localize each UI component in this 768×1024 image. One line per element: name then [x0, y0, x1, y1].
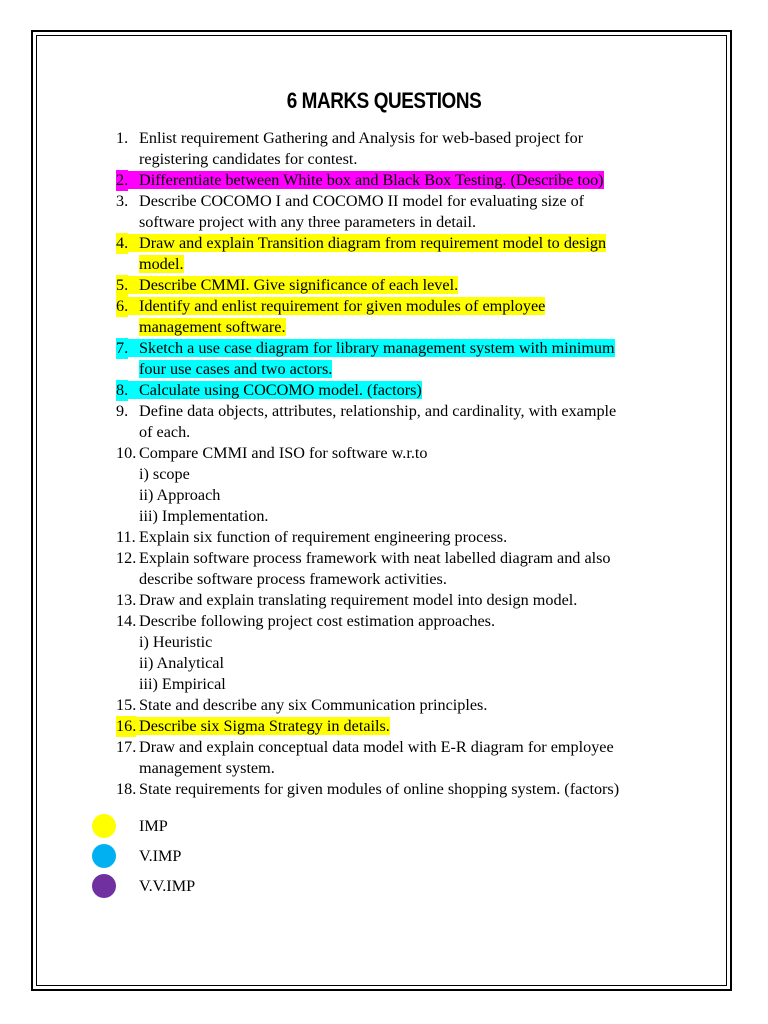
question-text: iii) Empirical [139, 675, 226, 693]
question-text: Explain six function of requirement engineering process. [139, 528, 508, 546]
question-list [116, 128, 696, 800]
legend-item [92, 814, 292, 844]
question-item [116, 716, 696, 737]
question-number: 14. [116, 612, 137, 630]
legend-dot-icon [92, 814, 116, 838]
question-item [116, 611, 696, 695]
legend-item [92, 844, 292, 874]
question-text: describe software process framework activities. [139, 570, 447, 588]
question-text: Compare CMMI and ISO for software w.r.to [139, 444, 428, 462]
question-number: 17. [116, 738, 137, 756]
question-item [116, 695, 696, 716]
question-number: 4. [116, 234, 129, 252]
question-text: Draw and explain conceptual data model with E-R diagram for employee [139, 738, 614, 756]
question-text: State and describe any six Communication principles. [139, 696, 488, 714]
question-item [116, 527, 696, 548]
question-text: Define data objects, attributes, relationship, and cardinality, with example [139, 402, 617, 420]
legend-label: IMP [139, 817, 168, 835]
question-number: 2. [116, 171, 129, 189]
question-text: Identify and enlist requirement for given modules of employee [116, 297, 545, 315]
question-item [116, 275, 696, 296]
question-text: Differentiate between White box and Black Box Testing. (Describe too) [116, 171, 604, 189]
question-item [116, 380, 696, 401]
question-number: 11. [116, 528, 136, 546]
question-text: of each. [139, 423, 191, 441]
question-item [116, 779, 696, 800]
question-item [116, 548, 696, 590]
question-number: 7. [116, 339, 129, 357]
question-text: i) Heuristic [139, 633, 213, 651]
question-text: i) scope [139, 465, 190, 483]
question-text: Calculate using COCOMO model. (factors) [116, 381, 422, 399]
question-item [116, 233, 696, 275]
question-number: 8. [116, 381, 129, 399]
question-text: Draw and explain translating requirement model into design model. [139, 591, 578, 609]
question-item [116, 590, 696, 611]
question-text: Explain software process framework with neat labelled diagram and also [139, 549, 611, 567]
question-text: Sketch a use case diagram for library management system with minimum [116, 339, 615, 357]
question-item [116, 401, 696, 443]
question-number: 5. [116, 276, 129, 294]
question-item [116, 737, 696, 779]
question-text: management software. [139, 318, 286, 336]
question-text: registering candidates for contest. [139, 150, 358, 168]
question-item [116, 296, 696, 338]
question-text: iii) Implementation. [139, 507, 269, 525]
legend-item [92, 874, 292, 904]
question-item [116, 443, 696, 527]
question-text: ii) Approach [139, 486, 221, 504]
legend-label: V.V.IMP [139, 877, 196, 895]
question-text: four use cases and two actors. [139, 360, 333, 378]
question-number: 10. [116, 444, 137, 462]
question-text: management system. [139, 759, 275, 777]
legend-label: V.IMP [139, 847, 182, 865]
question-text: State requirements for given modules of online shopping system. (factors) [139, 780, 620, 798]
question-number: 6. [116, 297, 129, 315]
question-number: 18. [116, 780, 137, 798]
question-number: 12. [116, 549, 137, 567]
question-text: software project with any three parameters in detail. [139, 213, 477, 231]
question-item [116, 170, 696, 191]
question-number: 16. [116, 717, 137, 735]
question-text: Draw and explain Transition diagram from requirement model to design [116, 234, 606, 252]
question-text: Describe following project cost estimation approaches. [139, 612, 496, 630]
page-title: 6 MARKS QUESTIONS [286, 88, 482, 113]
legend-dot-icon [92, 874, 116, 898]
question-number: 1. [116, 129, 129, 147]
legend-dot-icon [92, 844, 116, 868]
question-text: Enlist requirement Gathering and Analysis for web-based project for [139, 129, 584, 147]
question-number: 15. [116, 696, 137, 714]
question-item [116, 128, 696, 170]
question-text: Describe COCOMO I and COCOMO II model for evaluating size of [139, 192, 585, 210]
question-item [116, 191, 696, 233]
question-number: 3. [116, 192, 129, 210]
question-number: 13. [116, 591, 137, 609]
question-text: model. [139, 255, 184, 273]
question-number: 9. [116, 402, 129, 420]
question-text: Describe CMMI. Give significance of each level. [116, 276, 458, 294]
question-text: ii) Analytical [139, 654, 224, 672]
question-text: Describe six Sigma Strategy in details. [116, 717, 390, 735]
question-item [116, 338, 696, 380]
